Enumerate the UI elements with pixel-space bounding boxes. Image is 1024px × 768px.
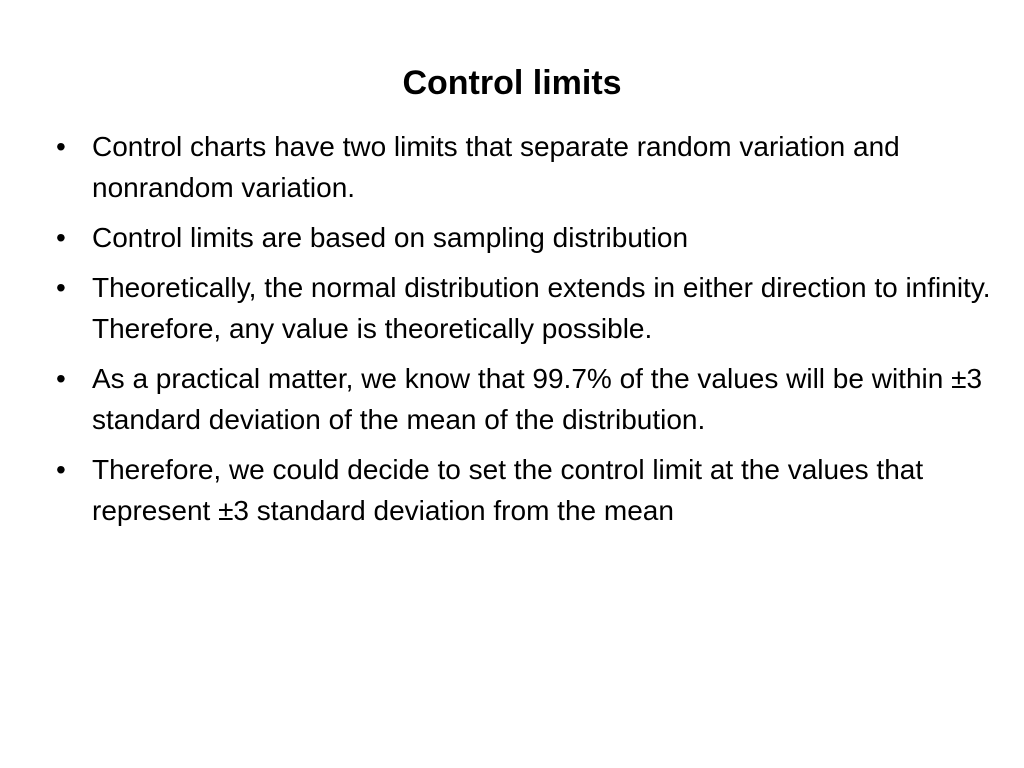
slide-title: Control limits: [402, 64, 622, 102]
bullet-item: [56, 358, 1020, 440]
bullet-marker: •: [56, 131, 66, 162]
bullet-marker: •: [56, 363, 66, 394]
bullet-item: [56, 267, 1020, 349]
bullet-marker: •: [56, 222, 66, 253]
bullet-item: [56, 217, 1020, 258]
bullet-text: Control charts have two limits that separate random variation and nonrandom variation.: [92, 131, 900, 203]
bullet-marker: •: [56, 272, 66, 303]
bullet-text: Therefore, we could decide to set the control limit at the values that represent ±3 standard deviation from the mean: [92, 454, 924, 526]
bullet-marker: •: [56, 454, 66, 485]
bullet-item: [56, 449, 1020, 531]
bullet-list: [56, 126, 1020, 540]
bullet-text: As a practical matter, we know that 99.7% of the values will be within ±3 standard deviation of the mean of the distribution.: [92, 363, 983, 435]
bullet-text: Theoretically, the normal distribution extends in either direction to infinity. Therefore, any value is theoretically possible.: [92, 272, 991, 344]
bullet-item: [56, 126, 1020, 208]
bullet-text: Control limits are based on sampling distribution: [92, 222, 689, 253]
